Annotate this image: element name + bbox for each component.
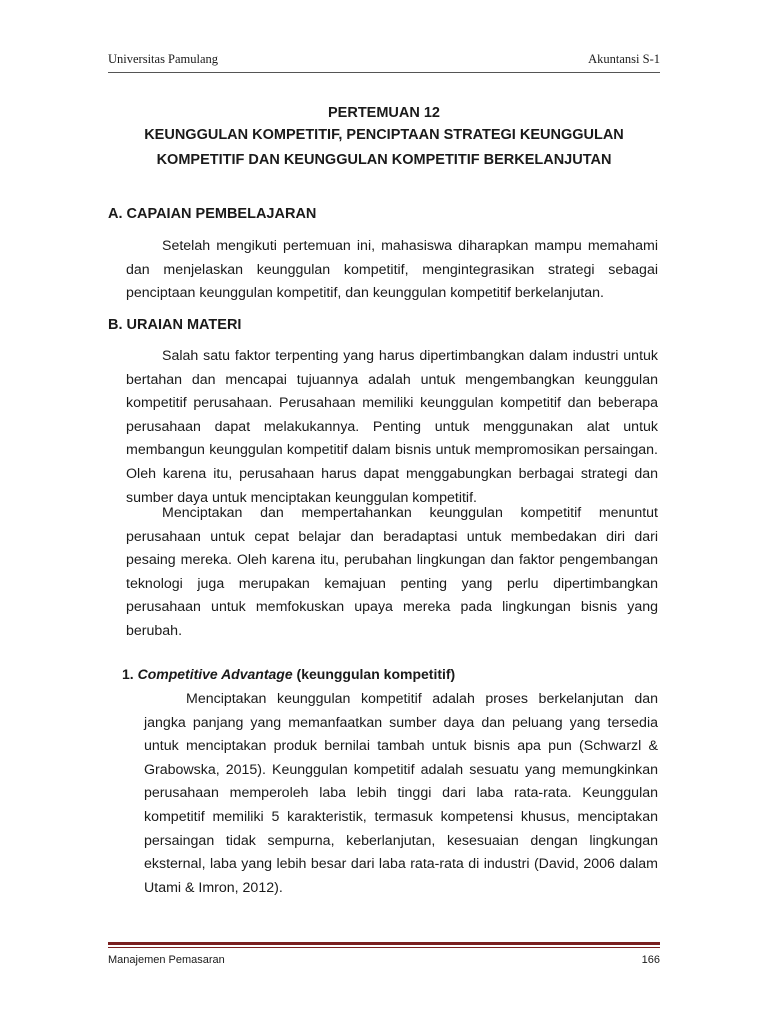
subsection-translation: (keunggulan kompetitif) bbox=[296, 666, 456, 682]
footer-course: Manajemen Pemasaran bbox=[108, 954, 225, 966]
section-a-heading: A. CAPAIAN PEMBELAJARAN bbox=[108, 206, 317, 222]
subsection-1-paragraph: Menciptakan keunggulan kompetitif adalah proses berkelanjutan dan jangka panjang yang memanfaatkan sumber daya dan peluang yang tersedia untuk menciptakan produk bernilai tambah untuk bisnis apa pun (Schwarzl & Grabowska, 2015). Keunggulan kompetitif adalah sesuatu yang memungkinkan perusahaan memperoleh laba lebih tinggi dari laba rata-rata. Keunggulan kompetitif memiliki 5 karakteristik, termasuk kompetensi khusus, menciptakan persaingan tidak sempurna, keberlanjutan, kesesuaian dengan lingkungan eksternal, laba yang lebih besar dari laba rata-rata di industri (David, 2006 dalam Utami & Imron, 2012). bbox=[144, 691, 658, 896]
chapter-title-line-2: KOMPETITIF DAN KEUNGGULAN KOMPETITIF BERKELANJUTAN bbox=[156, 152, 612, 168]
chapter-title-line-1: KEUNGGULAN KOMPETITIF, PENCIPTAAN STRATEGI KEUNGGULAN bbox=[144, 127, 624, 143]
footer-divider-thin bbox=[108, 947, 660, 948]
subsection-1-heading bbox=[122, 666, 455, 682]
header-university: Universitas Pamulang bbox=[108, 52, 219, 66]
section-b-paragraph-2: Menciptakan dan mempertahankan keunggulan kompetitif menuntut perusahaan untuk cepat belajar dan beradaptasi untuk membedakan diri dari pesaing mereka. Oleh karena itu, perubahan lingkungan dan faktor pengembangan teknologi juga merupakan kemajuan penting yang perlu dipertimbangkan perusahaan untuk memfokuskan upaya mereka pada lingkungan bisnis yang berubah. bbox=[126, 505, 658, 639]
meeting-title: PERTEMUAN 12 bbox=[328, 105, 440, 121]
header-program: Akuntansi S-1 bbox=[588, 52, 660, 66]
page-footer bbox=[108, 954, 660, 966]
section-b-heading: B. URAIAN MATERI bbox=[108, 317, 242, 333]
subsection-number: 1. bbox=[122, 666, 134, 682]
section-b-paragraph-1: Salah satu faktor terpenting yang harus dipertimbangkan dalam industri untuk bertahan dan mencapai tujuannya adalah untuk mengembangkan keunggulan kompetitif perusahaan. Perusahaan memiliki keunggulan kompetitif dan beberapa perusahaan dapat melakukannya. Penting untuk menggunakan alat untuk membangun keunggulan kompetitif dalam bisnis untuk mempromosikan persaingan. Oleh karena itu, perusahaan harus dapat menggabungkan berbagai strategi dan sumber daya untuk menciptakan keunggulan kompetitif. bbox=[126, 348, 658, 506]
header-divider bbox=[108, 72, 660, 73]
footer-divider-thick bbox=[108, 942, 660, 945]
section-a-paragraph: Setelah mengikuti pertemuan ini, mahasiswa diharapkan mampu memahami dan menjelaskan keunggulan kompetitif, mengintegrasikan strategi sebagai penciptaan keunggulan kompetitif, dan keunggulan kompetitif berkelanjutan. bbox=[126, 238, 658, 302]
subsection-term: Competitive Advantage bbox=[137, 666, 293, 682]
page-header bbox=[108, 52, 660, 67]
page-number: 166 bbox=[641, 954, 660, 966]
